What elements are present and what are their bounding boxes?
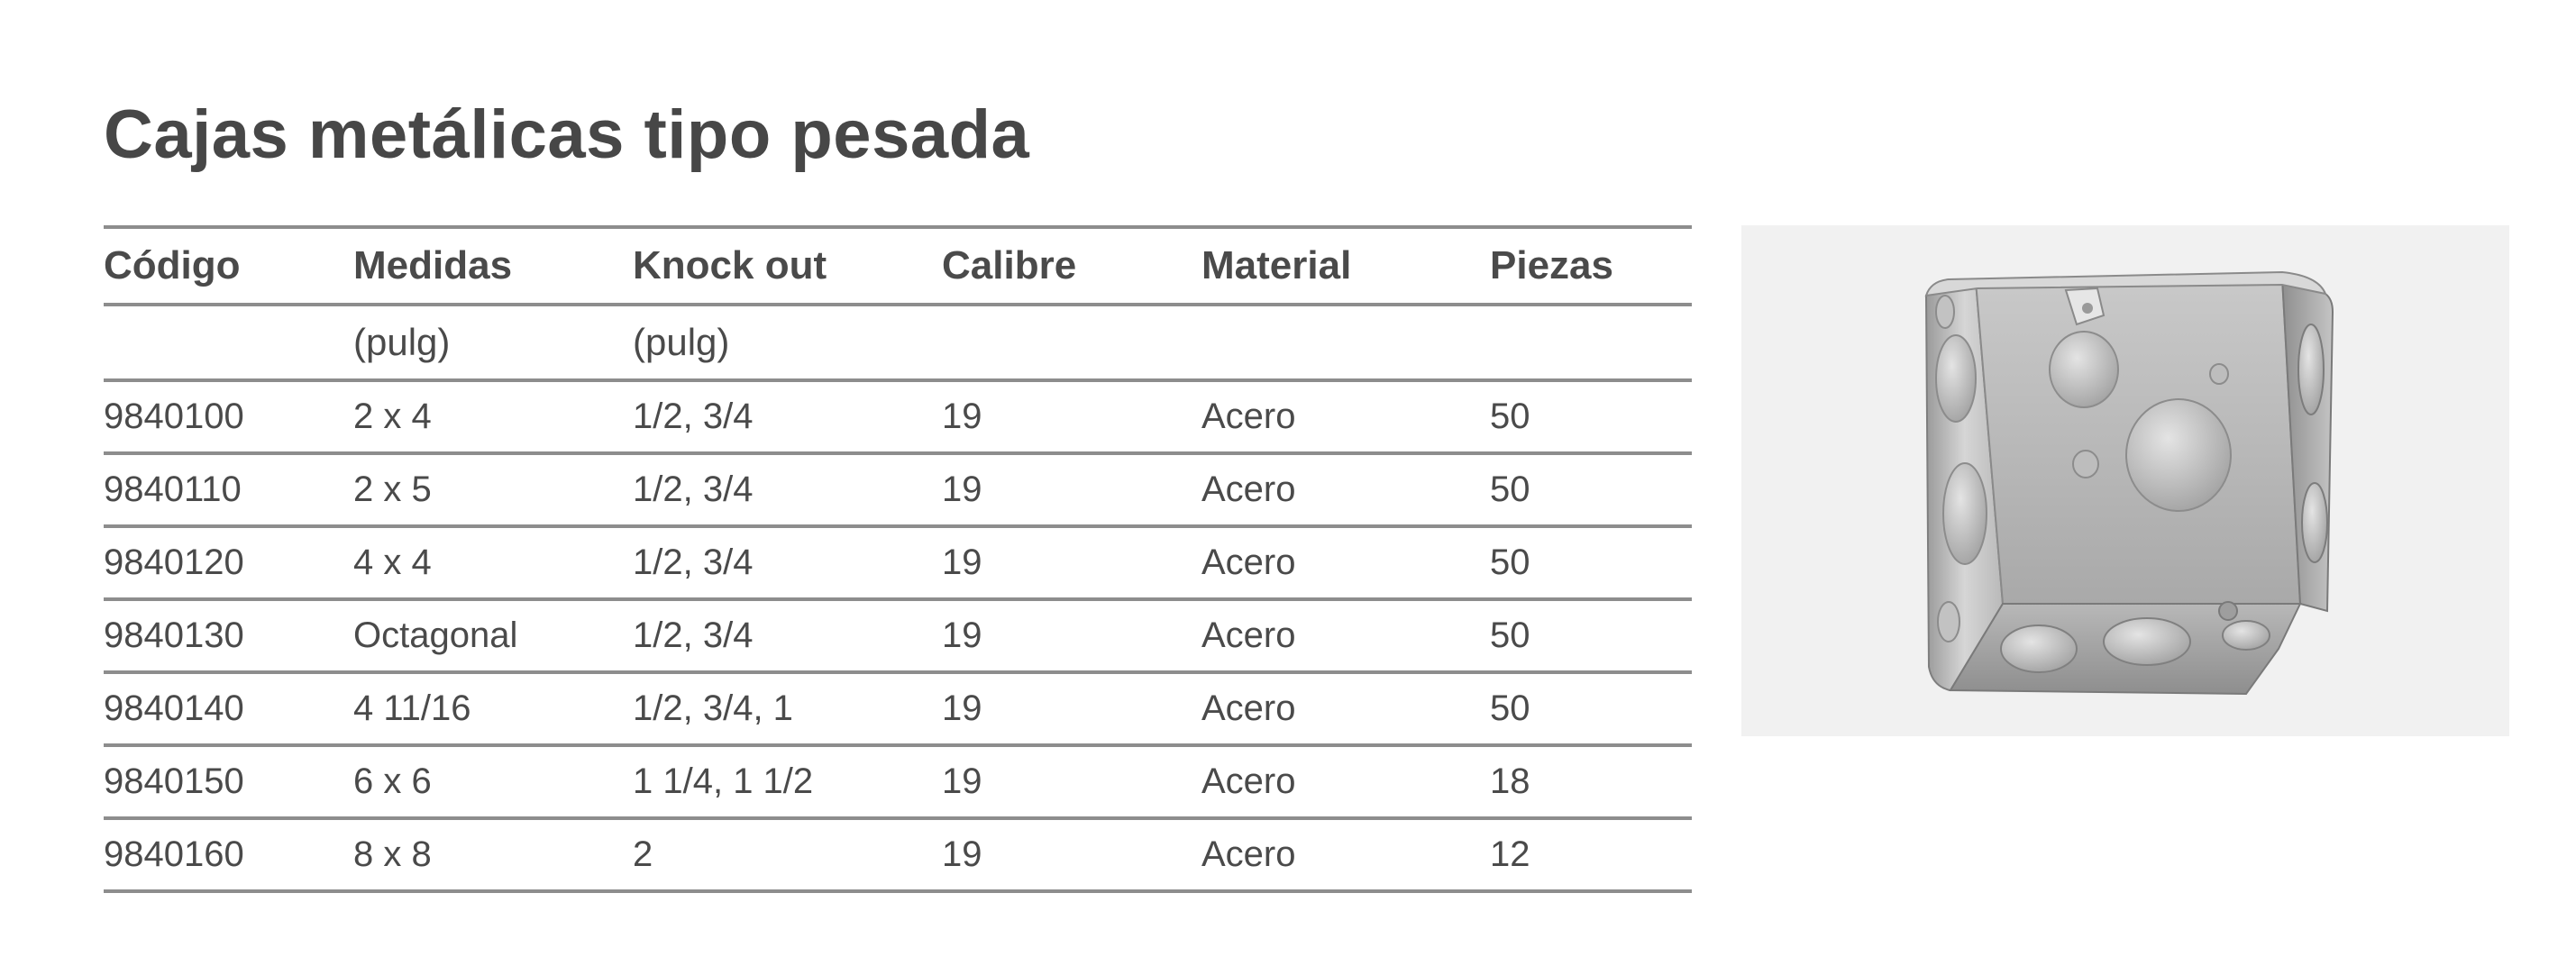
cell-codigo: 9840110 (104, 453, 353, 526)
product-image (1741, 225, 2509, 736)
cell-material: Acero (1201, 380, 1490, 453)
knockout-bottom-3 (2223, 621, 2270, 650)
cell-material: Acero (1201, 672, 1490, 745)
cell-piezas: 50 (1490, 599, 1692, 672)
cell-codigo: 9840130 (104, 599, 353, 672)
cell-calibre: 19 (942, 672, 1201, 745)
cell-codigo: 9840150 (104, 745, 353, 818)
knockout-bottom-2 (2104, 618, 2190, 665)
cell-knock-out: 1/2, 3/4 (633, 453, 942, 526)
cell-knock-out: 1/2, 3/4 (633, 599, 942, 672)
cell-material: Acero (1201, 599, 1490, 672)
cell-knock-out: 1/2, 3/4 (633, 526, 942, 599)
table-row (104, 453, 1692, 526)
knockout-right-2 (2302, 483, 2327, 562)
cell-medidas: Octagonal (353, 599, 633, 672)
table-units-row (104, 305, 1692, 380)
cell-calibre: 19 (942, 599, 1201, 672)
header-calibre: Calibre (942, 227, 1201, 305)
product-spec-table (104, 225, 1692, 893)
cell-medidas: 4 11/16 (353, 672, 633, 745)
table-row (104, 818, 1692, 891)
unit-medidas: (pulg) (353, 305, 633, 380)
cell-piezas: 12 (1490, 818, 1692, 891)
header-medidas: Medidas (353, 227, 633, 305)
table-row (104, 672, 1692, 745)
cell-codigo: 9840100 (104, 380, 353, 453)
cell-knock-out: 1 1/4, 1 1/2 (633, 745, 942, 818)
cell-material: Acero (1201, 818, 1490, 891)
cell-piezas: 50 (1490, 526, 1692, 599)
cell-material: Acero (1201, 526, 1490, 599)
cell-piezas: 50 (1490, 453, 1692, 526)
knockout-back-2 (2126, 399, 2231, 511)
cell-codigo: 9840120 (104, 526, 353, 599)
header-codigo: Código (104, 227, 353, 305)
cell-piezas: 50 (1490, 672, 1692, 745)
cell-calibre: 19 (942, 526, 1201, 599)
header-knock-out: Knock out (633, 227, 942, 305)
unit-calibre (942, 305, 1201, 380)
unit-piezas (1490, 305, 1692, 380)
cell-knock-out: 1/2, 3/4 (633, 380, 942, 453)
header-material: Material (1201, 227, 1490, 305)
cell-medidas: 6 x 6 (353, 745, 633, 818)
unit-codigo (104, 305, 353, 380)
cell-material: Acero (1201, 745, 1490, 818)
cell-calibre: 19 (942, 745, 1201, 818)
unit-knock-out: (pulg) (633, 305, 942, 380)
unit-material (1201, 305, 1490, 380)
page-title: Cajas metálicas tipo pesada (104, 96, 1030, 173)
cell-calibre: 19 (942, 818, 1201, 891)
table-header-row (104, 227, 1692, 305)
table-row (104, 599, 1692, 672)
metal-box-illustration (1741, 225, 2509, 736)
table-row (104, 745, 1692, 818)
cell-calibre: 19 (942, 453, 1201, 526)
cell-codigo: 9840160 (104, 818, 353, 891)
table-row (104, 526, 1692, 599)
cell-knock-out: 2 (633, 818, 942, 891)
cell-medidas: 4 x 4 (353, 526, 633, 599)
cell-piezas: 50 (1490, 380, 1692, 453)
knockout-back-3 (2073, 451, 2098, 478)
cell-codigo: 9840140 (104, 672, 353, 745)
table-row (104, 380, 1692, 453)
header-piezas: Piezas (1490, 227, 1692, 305)
knockout-left-1 (1936, 335, 1976, 422)
cell-calibre: 19 (942, 380, 1201, 453)
cell-piezas: 18 (1490, 745, 1692, 818)
cell-medidas: 2 x 4 (353, 380, 633, 453)
knockout-back-4 (2210, 364, 2228, 384)
knockout-left-2 (1943, 463, 1987, 564)
cell-medidas: 8 x 8 (353, 818, 633, 891)
cell-medidas: 2 x 5 (353, 453, 633, 526)
cell-knock-out: 1/2, 3/4, 1 (633, 672, 942, 745)
knockout-bottom-1 (2001, 625, 2077, 672)
cell-material: Acero (1201, 453, 1490, 526)
knockout-right-1 (2298, 324, 2324, 415)
knockout-back-1 (2050, 332, 2118, 407)
